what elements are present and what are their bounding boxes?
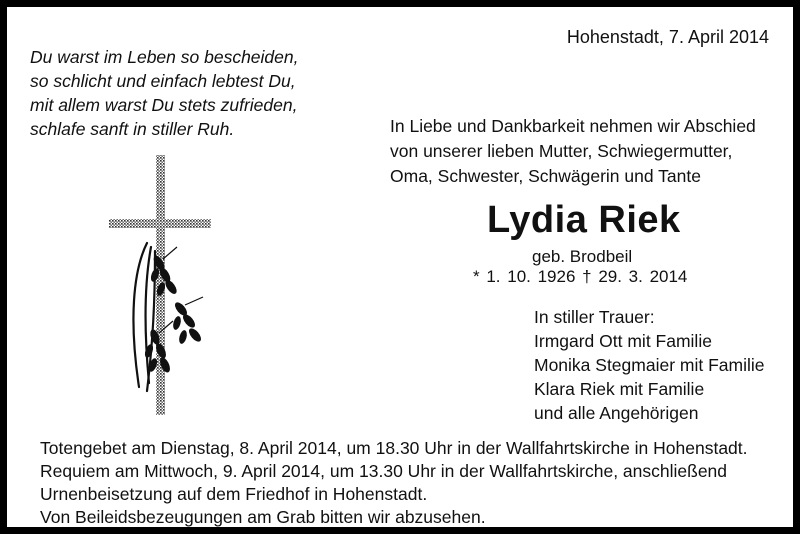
birth-name: geb. Brodbeil	[532, 247, 633, 266]
farewell-text	[390, 114, 756, 189]
cross-with-wheat-icon	[103, 151, 213, 417]
place-and-date: Hohenstadt, 7. April 2014	[566, 27, 769, 47]
notice-line: Von Beileidsbezeugungen am Grab bitten wir abzusehen.	[40, 507, 486, 527]
mourner-entry: und alle Angehörigen	[534, 403, 699, 423]
mourner-entry: Irmgard Ott mit Familie	[534, 331, 712, 351]
poem-verse	[30, 45, 298, 141]
notice-line: Totengebet am Dienstag, 8. April 2014, um 18.30 Uhr in der Wallfahrtskirche in Hohenstadt.	[40, 438, 748, 458]
poem-line: Du warst im Leben so bescheiden,	[30, 47, 299, 67]
notice-line: Urnenbeisetzung auf dem Friedhof in Hohenstadt.	[40, 484, 428, 504]
poem-line: mit allem warst Du stets zufrieden,	[30, 95, 298, 115]
farewell-line: Oma, Schwester, Schwägerin und Tante	[390, 166, 701, 186]
mourners-heading: In stiller Trauer:	[534, 307, 655, 327]
notice-line: Requiem am Mittwoch, 9. April 2014, um 13.30 Uhr in der Wallfahrtskirche, anschließend	[40, 461, 728, 481]
mourner-entry: Klara Riek mit Familie	[534, 379, 705, 399]
life-dates: * 1. 10. 1926 † 29. 3. 2014	[473, 267, 688, 286]
mourner-entry: Monika Stegmaier mit Familie	[534, 355, 765, 375]
deceased-name: Lydia Riek	[487, 199, 681, 241]
mourners-list	[534, 305, 764, 425]
poem-line: so schlicht und einfach lebtest Du,	[30, 71, 296, 91]
farewell-line: In Liebe und Dankbarkeit nehmen wir Abschied	[390, 116, 756, 136]
service-notices	[40, 437, 748, 529]
farewell-line: von unserer lieben Mutter, Schwiegermutter,	[390, 141, 733, 161]
poem-line: schlafe sanft in stiller Ruh.	[30, 119, 235, 139]
